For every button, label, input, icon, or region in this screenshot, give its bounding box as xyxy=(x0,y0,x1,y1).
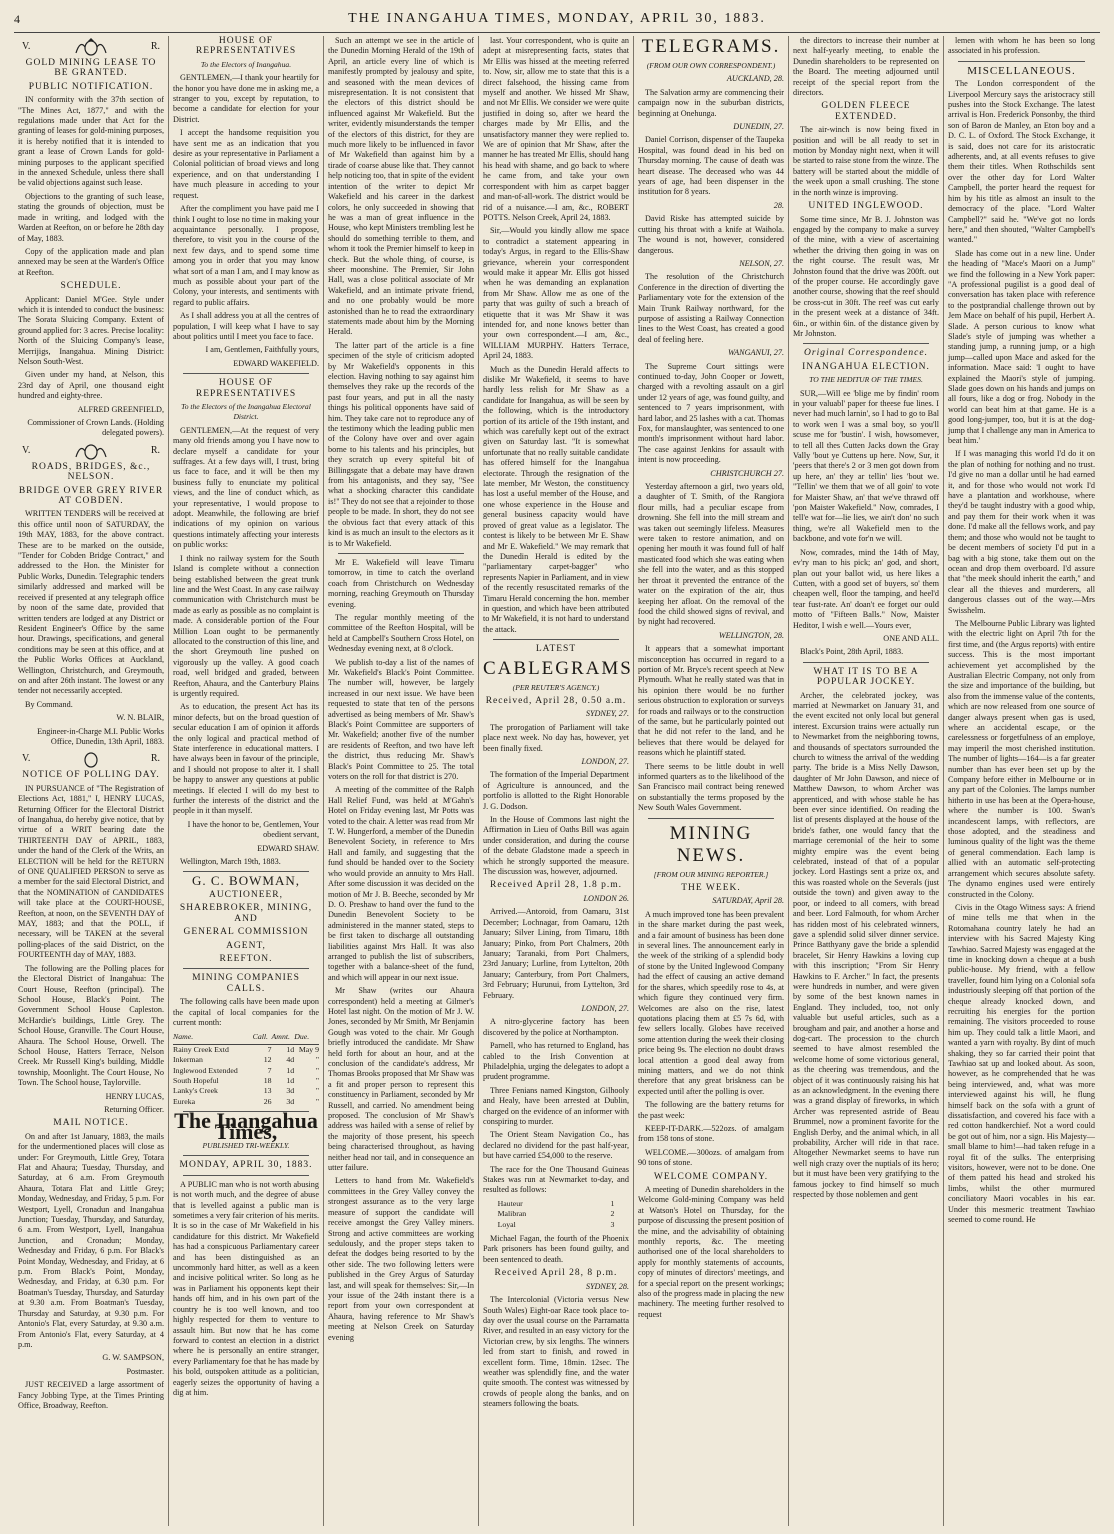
signature: I am, Gentlemen, Faithfully yours, xyxy=(205,345,319,355)
advertiser-line: GENERAL COMMISSION xyxy=(183,927,309,938)
letter-text: After the compliment you have paid me I think I ought to lose no time in making your acquaintance personally. I propose, therefore, to visit you in the course of the next few days, and to spend some time among you in order that you may know what sort of a man I am, and I may know as much as possible about your part of the Colony, your interests, and sentiments with regard to public affairs. xyxy=(173,204,319,307)
dateline: SATURDAY, April 28. xyxy=(712,896,784,906)
article-text: Sir,—Would you kindly allow me space to contradict a statement appearing in today's Argus, in regard to the Ellis-Shaw grievance, wherein your correspondent would make it appear Mr. Ellis got hissed when he was demanding an explanation from Mr Shaw. Allow me as one of the party that was guilty of such a breach of etiquette that it was Mr Shaw it was intended for, and none knows better than your own correspondent.—I am, &c., WILLIAM MURPHY. Hatters Terrace, April 24, 1883. xyxy=(483,226,629,361)
leader-text: A PUBLIC man who is not worth abusing is not worth much, and the degree of abuse that is levelled against a public man is sometimes a very fair criterion of his merits. It is so in the case of Mr Wakefield in his candidature for this district. Mr Wakefield has had a conspicuous Parliamentary career and has been distinguished as an uncommonly hard hitter, as well as a keen and incisive political writer. So long as he was in Parliament his opponents kept their hands off him, and in his own part of the country he is too well known, and too highly respected for them to venture to assault him. But now that he has come forward to contest an election in a district where he is personally an entire stranger, every Parliamentary foe that he has made by his bold, outspoken attitude as a politician, eagerly seizes the opportunity of having a dig at him. xyxy=(173,1179,319,1397)
cable-text: Three Fenians named Kingston, Gilhooly and Healy, have been arrested at Dublin, charged on the evidence of an informer with conspiring to murder. xyxy=(483,1085,629,1126)
table-row: Inkerman 12 4d " xyxy=(173,1055,319,1065)
article-text: lemen with whom he has been so long associated in his profession. xyxy=(948,36,1095,56)
table-row: South Hopeful 18 1d " xyxy=(173,1075,319,1085)
divider xyxy=(803,343,929,344)
divider xyxy=(958,61,1085,62)
column-3 xyxy=(324,36,479,1526)
signature: HENRY LUCAS, xyxy=(105,1091,164,1101)
section-subheading: INANGAHUA ELECTION. xyxy=(802,361,930,372)
signature-title: Postmaster. xyxy=(126,1366,164,1376)
dateline: AUCKLAND, 28. xyxy=(726,74,784,84)
telegram-text: Daniel Corrison, dispenser of the Taupeka Hospital, was found dead in his bed on Thursday morning. The cause of death was heart disease. The deceased who was 44 years of age, had been dispenser in the institution for 8 years. xyxy=(638,135,784,197)
signature-name: EDWARD SHAW. xyxy=(257,843,319,853)
latest-label: LATEST xyxy=(535,644,577,655)
nameplate-subtitle: PUBLISHED TRI-WEEKLY. xyxy=(202,1141,290,1150)
cable-text: Parnell, who has returned to England, has cabled to the Irish Convention at Philadelphia, urging the delegates to adopt a prudent programme. xyxy=(483,1041,629,1082)
divider xyxy=(183,1175,309,1176)
telegram-text: Yesterday afternoon a girl, two years old, a daughter of T. Smith, of the Rangiora flour mills, had a peculiar escape from drowning. She fell into the mill stream and was taken out seemingly lifeless. Measures were taken to restore animation, and on opening her mouth it was found full of half masticated food which she was eating when she fell into the water, and as this stopped her throat it prevented the entrance of the water on the expiration of the air, thus keeping her afloat. On the removal of the food the child showed signs of revival, and by night had recovered. xyxy=(638,482,784,627)
page-masthead xyxy=(14,6,1100,33)
running-title: THE INANGAHUA TIMES, MONDAY, APRIL 30, 1883. xyxy=(348,11,766,26)
calls-intro: The following calls have been made upon the capital of local companies for the current month: xyxy=(173,997,319,1027)
newspaper-nameplate: The Inangahua Times, xyxy=(174,1108,318,1144)
letter-salutation: TO THE HEDITUR OF THE TIMES. xyxy=(809,375,923,385)
royal-arms: V. R. xyxy=(22,442,160,460)
advertisement-text: JUST RECEIVED a large assortment of Fancy Jobbing Type, at the Times Printing Office, Broadway, Reefton. xyxy=(18,1380,164,1410)
arms-letter-left: V. xyxy=(22,40,31,52)
royal-arms xyxy=(22,38,160,56)
section-heading: MINING COMPANIES CALLS. xyxy=(192,973,300,994)
calls-table xyxy=(173,1031,319,1107)
notice-text: Objections to the granting of such lease, stating the grounds of objection, must be made in writing, and lodged with the Warden at Reefton, on or before he 28th day of May, 1883. xyxy=(18,191,164,243)
table-row: Malibran 2 xyxy=(497,1209,615,1219)
column-5 xyxy=(634,36,789,1526)
arms-letter-right: R. xyxy=(150,40,160,52)
section-subheading: WELCOME COMPANY. xyxy=(653,1171,769,1182)
table-row: Eureka 26 3d " xyxy=(173,1096,319,1106)
issue-date: MONDAY, APRIL 30, 1883. xyxy=(179,1160,313,1171)
notice-text: On and after 1st January, 1883, the mails for the undermentioned places will close as under: For Greymouth, Little Grey, Totara Flat and Ahaura; Tuesday, Thursday, and Saturday, at 6 a.m. From Greymouth Ahaura, Totara Flat and Little Grey; Monday, Wednesday, and Friday, 5 p.m. For Westport, Lyell, Cronadun and Inangahua Junction; Tuesday, Thursday, and Saturday, 6 a.m. From Westport, Lyell, Inangahua Junction, and Cronadun; Monday, Wednesday and Friday, 6 p.m. For Black's Point Monday, Wednesday, and Friday, at 6 p.m. From Black's Point, Monday, Wednesday, and Friday, at 6.30 p.m. For Boatman's Tuesday, Thursday, and Saturday at 9.30 a.m. From Boatman's Tuesday, Thursday and Saturday, at 9.30 p.m. For Antonio's Flat, every Saturday, at 9.30 a.m. From Antonio's Flat, every Saturday, at 4 p.m. xyxy=(18,1131,164,1349)
telegrams-source: (FROM OUR OWN CORRESPONDENT.) xyxy=(646,61,776,70)
notice-text: Copy of the application made and plan annexed may be seen at the Warden's Office at Reefton. xyxy=(18,246,164,277)
letter-text: GENTLEMEN,—I thank your heartily for the honor you have done me in asking me, a stranger to you, except by reputation, to become a candidate for election for your District. xyxy=(173,73,319,124)
letter-text: I accept the handsome requisition you have sent me as an indication that you desire as your representative in Parliament a Colonial politician of broad views and long experience, and on that understanding I have much pleasure in acceding to your request. xyxy=(173,128,319,200)
divider xyxy=(183,871,309,872)
notice-text: Given under my hand, at Nelson, this 23rd day of April, one thousand eight hundred and eighty-three. xyxy=(18,370,164,401)
signature: G. W. SAMPSON, xyxy=(102,1353,164,1363)
article-text: Letters to hand from Mr. Wakefield's committees in the Grey Valley convey the strongest assurance as to the very large measure of support the candidate will receive amongst the Grey Valley miners. Strong and active committees are working sedulously, and the proper steps taken to defeat the dodges being resorted to by the other side. The two following letters were published in the Grey Argus of Saturday last, and will speak for themselves: Sir,—In your issue of the 24th instant there is a report from your own correspondent at Ahaura, having reference to Mr Shaw's meeting at Nelson Creek on Saturday evening xyxy=(328,1176,474,1342)
article-text: The Melbourne Public Library was lighted with the electric light on April 7th for the first time, and (the Argus reports) with entire success. This is the most important achievement yet accomplished by the Australian Electric Company, not only from the size and importance of the building, but also from the immense value of the contents, which are now released from one source of danger always present when gas is used, where an accidental escape, or the carelessness or forgetfulness of an employe, may imperil the most cherished institution. The number of lights—164—is a far greater number than has ever been set up by the Company before either in Melbourne or in any part of the Colonies. The lamps number hitherto in use has been at the Opera-house, where the number is 100. Swan's incandescent lamps, with reflectors, are those adopted, and the steadiness and luminous quality of the light was the theme of general commendation. Each lamp is allied with an automatic self-protecting arrangement which secures absolute safety. The dynamo engines used were entirely constructed in the Colony. xyxy=(948,618,1095,899)
notice-heading: GOLD MINING LEASE TO BE GRANTED. xyxy=(25,58,157,79)
notice-heading: ROADS, BRIDGES, &c., NELSON. xyxy=(31,461,151,483)
miscellaneous-heading: MISCELLANEOUS. xyxy=(967,64,1076,77)
advertiser-line: AGENT, xyxy=(226,940,266,951)
article-text: A meeting of the committee of the Ralph Hall Relief Fund, was held at M'Gahn's Hotel on Friday evening last, Mr Potts was voted to the chair. A letter was read from Mr T. W. Hungerford, a member of the Dunedin Benevolent Society, in reference to Mrs Hall and family, and suggesting that the fund should be handed over to the Society who would provide an annuity to Mrs Hall. After some discussion it was decided on the motion of Mr J. B. Beeche, seconded by Mr D. O. Preshaw to hand over the fund to the Dunedin Benevolent Society to be administered in the manner stated, steps to be first taken to discharge all outstanding liabilities against Mrs Hall. It was also arranged to publish the list of subscribers, together with a balance-sheet of the fund, and which will appear in our next issue. xyxy=(328,785,474,982)
column-4 xyxy=(479,36,634,1526)
received-line: Received, April 28, 0.50 a.m. xyxy=(485,695,627,706)
cable-text: The prorogation of Parliament will take place next week. No day has, however, yet been finally fixed. xyxy=(483,722,629,753)
royal-arms: V. R. xyxy=(22,750,160,768)
cable-text: The race for the One Thousand Guineas Stakes was run at Newmarket to-day, and resulted as follows: xyxy=(483,1164,629,1195)
telegram-text: The Salvation army are commencing their campaign now in the suburban districts, beginning at Onehunga. xyxy=(638,87,784,118)
mining-text: The following are the battery returns for the past week: xyxy=(638,1100,784,1120)
section-heading: HOUSE OF REPRESENTATIVES xyxy=(195,36,297,57)
coat-of-arms-icon xyxy=(74,38,108,56)
cable-text: In the House of Commons last night the Affirmation in Lieu of Oaths Bill was again under consideration, and during the course of the debate Gladstone made a speech in which he strongly supported the measure. The discussion was, however, adjourned. xyxy=(483,815,629,877)
advertiser-line: AUCTIONEER, xyxy=(208,889,284,900)
signature-title: Commissioner of Crown Lands. (Holding delegated powers). xyxy=(27,418,164,438)
section-heading: HOUSE OF REPRESENTATIVES xyxy=(195,378,297,399)
article-text: Such an attempt we see in the article of the Dunedin Morning Herald of the 19th of April, an article every line of which is manifestly prompted by jealousy and spite, and seasoned with the mean devices of misrepresentation. It is not consistent that the electors of this district should be influenced against Mr Wakefield. But the writer, evidently misunderstands the temper of the electors of this district, for they are much more likely to be influenced in favor of Mr Wakefield than against him by a tirade of coarse abuse like that. They cannot help noticing too, that in spite of the evident intention of the writer to depict Mr Wakefield and his career in the darkest colors, he only succeeded in showing that he was a man of great influence in the House, who kept Ministers trembling lest he should do something terrible to them, and whom it took the Premier himself to keep in check. But the whole thing, of course, is sheer moonshine. The Premier, Sir John Hall, was a close political associate of Mr Wakefield, and an intimate private friend, and no one probably would be more astonished than he to read the extraordinary statements made about him by the Morning Herald. xyxy=(328,36,474,337)
notice-text: IN PURSUANCE of "The Registration of Elections Act, 1881," I, HENRY LUCAS, Returning Officer for the Electoral District of Inangahua, do hereby give notice, that by virtue of a WRIT bearing date the THIRTEENTH DAY of APRIL, 1883, under the hand of the Clerk of the Writs, an ELECTION will be held for the RETURN of ONE QUALIFIED PERSON to serve as a member for the said Electoral District, and that the NOMINATION of CANDIDATES will take place at the COURT-HOUSE, Reefton, at noon, on the SEVENTH DAY of MAY, 1883; and that the POLL, if necessary, will be TAKEN at the several polling-places of the said District, on the FOURTEENTH day of MAY, 1883. xyxy=(18,783,164,960)
table-row: Rainy Creek Extd 7 1d May 9 xyxy=(173,1044,319,1054)
letter-date: Black's Point, 28th April, 1883. xyxy=(800,647,904,657)
dateline: LONDON 26. xyxy=(583,893,629,903)
notice-text: By Command. xyxy=(25,699,73,709)
coat-of-arms-icon xyxy=(74,442,108,460)
article-text: We publish to-day a list of the names of Mr. Wakefield's Black's Point Committee. The number will, however, be largely increased in our next issue. We have been requested to state that ten of the persons advertised as being members of Mr. Shaw's Black's Point Committee are supporters of Mr. Wakefield; another five of the number are residents of Reefton, and two have left the district, thus reducing Mr. Shaw's Black's Point Committee to 25. The total voters on the roll for that district is 270. xyxy=(328,657,474,782)
cable-text: Michael Fagan, the fourth of the Phoenix Park prisoners has been found guilty, and been sentenced to death. xyxy=(483,1234,629,1264)
article-text: last. Your correspondent, who is quite an adept at misrepresenting facts, states that Mr Ellis was hissed at the meeting referred to. Now, sir, allow me to state that this is a direct falsehood, the hissing came from myself and another. We hissed Mr Shaw, and not Mr Ellis. We consider we were quite justified in doing so, after we heard the charges made by Mr Ellis, and the unsatisfactory manner they were replied to. We are of opinion that Mr Shaw, after the manner he has treated Mr Ellis, should hang his head with shame, and go back to where he came from, and take your own correspondent with him as carpet bagger and man-of-all-work. The district would be rid of a nuisance.—I am, &c., ROBERT POTTS. Nelson Creek, April 24, 1883. xyxy=(483,36,629,222)
article-text: The London correspondent of the Liverpool Mercury says the aristocracy still pushes into the Stock Exchange. The latest arrival is Hon. Frederick Ponsonby, the third son of Baron de Manley, an Eton boy and a D. C. L. of Oxford. The Stock Exchange, it is said, does not care for its aristocratic adherents, and, at all events refuses to give them their titles. When Rothschilds sent over the other day for Lord Walter Campbell, the porter heard the request for him by his title as almost an insult to the democracy of the place. "Lord Walter Campbell?" said he. "We've got no lords here," and then shouted, "Walter Campbell's wanted." xyxy=(948,79,1095,245)
mining-text: A meeting of Dunedin shareholders in the Welcome Gold-mining Company was held at Watson's Hotel on Thursday, for the purpose of discussing the present position of the mine, and the advisability of obtaining monthly reports, &c. The meeting authorised one of the local shareholders to apply for monthly statements of accounts, copy of minutes of directors' meetings, and for a special report on the present workings; also of the progress made in placing the new machinery. The meeting further resolved to request xyxy=(638,1185,784,1319)
mining-text: the directors to increase their number at next half-yearly meeting, to enable the Dunedin shareholders to be represented on the Board. The meeting adjourned until receipt of the special report from the directors. xyxy=(793,36,939,98)
divider xyxy=(338,553,464,554)
article-text: The latter part of the article is a fine specimen of the style of criticism adopted by Mr Wakefield's opponents in this election. Having nothing to say against him themselves they rake up the records of the past four years, and put in all the nasty things his political opponents have said of him. They take care not to reproduce any of the testimony which the leading public men of the Colony have over and over again borne to his talents and his principles, but they scratch up every spiteful bit of Billingsgate that a debate may have drawn from his antagonists, and they say, "See what a shocking character this candidate is!" They do not see that a rejoinder to those people to be made. In short, they do not see the obvious fact that every attack of this kind is as much an insult to the electors as it is to Mr Wakefield. xyxy=(328,340,474,548)
section-subheading: To the Electors of Inangahua. xyxy=(200,59,292,69)
signature-title: Returning Officer. xyxy=(104,1104,164,1114)
section-subheading: To the Electors of the Inangahua Electoral District. xyxy=(181,402,311,422)
table-row: Inglewood Extended 7 1d " xyxy=(173,1065,319,1075)
mining-text: KEEP-IT-DARK.—522ozs. of amalgam from 158 tons of stone. xyxy=(638,1123,784,1144)
cable-text: The formation of the Imperial Department of Agriculture is announced, and the portfolio is allotted to the Right Honorable J. G. Dodson. xyxy=(483,770,629,811)
notice-text: IN conformity with the 37th section of "The Mines Act, 1877," and with the regulations made under that Act for the granting of leases for gold-mining purposes, it is hereby notified that it is intended to grant a lease of Crown Lands for gold-mining purposes to the applicant specified in the annexed Schedule, unless there shall be valid objections against such lease. xyxy=(18,95,164,188)
signature: ONE AND ALL. xyxy=(883,633,939,643)
dateline: DUNEDIN, 27. xyxy=(733,122,784,132)
section-subheading: WHAT IT IS TO BE A POPULAR JOCKEY. xyxy=(813,666,919,688)
mining-text: A much improved tone has been prevalent in the share market during the past week, and a fair amount of business has been done in several lines. The announcement early in the week of the striking of a splendid body of stone by the United Inglewood Company had the effect of causing an active demand for the shares, which speedily rose to 4s, at which figure they continued very firm. Welcomes are also on the rise, latest quotations placing them at £5 7s 6d, with few sellers locally. Globes have received some attention during the week their closing price being 9s. The election no doubt draws local attention a good deal away from mining matters, and we do not think therefore that any great briskness can be expected until after the polling is over. xyxy=(638,909,784,1096)
dateline: NELSON, 27. xyxy=(739,258,784,268)
received-line: Received April 28, 8 p.m. xyxy=(494,1268,618,1279)
article-text: Mr Shaw (writes our Ahaura correspondent) held a meeting at Gilmer's Hotel last night. On the motion of Mr J. W. Jones, seconded by Mr Smith, Mr Benjamin Gough was voted to the chair. Mr Gough briefly introduced the candidate. Mr Shaw held forth for about an hour, and at the conclusion of the candidate's address, Mr Thomas Brooks proposed that Mr Shaw was a fit and proper person to represent this constituency in Parliament, seconded by Mr Russell, and carried. No amendment being proposed. The conclusion of Mr Shaw's address was hailed with a sense of relief by the majority of those present, his speech being characterised throughout, as having neither head nor tail, and in consequence an utter failure. xyxy=(328,986,474,1173)
advertiser-line: SHAREBROKER, MINING, AND xyxy=(179,903,313,924)
signature: ALFRED GREENFIELD, xyxy=(77,404,164,414)
coat-of-arms-icon xyxy=(74,750,108,768)
mining-text: WELCOME.—300ozs. of amalgam from 90 tons of stone. xyxy=(638,1147,784,1168)
section-subheading: THE WEEK. xyxy=(681,883,741,894)
table-header: Due. xyxy=(294,1031,319,1044)
dateline: WELLINGTON, 28. xyxy=(718,630,784,640)
cable-text: The Orient Steam Navigation Co., has declared no dividend for the past half-year, but have carried £54,000 to the reserve. xyxy=(483,1130,629,1161)
correspondence-heading: Original Correspondence. xyxy=(804,348,928,359)
mining-text: The air-winch is now being fixed in position and will be all ready to set in motion by Monday night next, when it will be started to raise stone from the winze. The battery will be started about the middle of the week upon a small crushing. The stone in the north winze is improving. xyxy=(793,125,939,197)
divider xyxy=(183,968,309,969)
divider xyxy=(183,373,309,374)
received-line: Received April 28, 1.8 p.m. xyxy=(489,880,622,891)
signature-name: EDWARD WAKEFIELD. xyxy=(233,358,319,368)
cablegrams-heading: CABLEGRAMS xyxy=(483,657,633,679)
page-number: 4 xyxy=(14,11,20,26)
notice-heading: NOTICE OF POLLING DAY. xyxy=(22,770,160,781)
notice-heading: MAIL NOTICE. xyxy=(53,1118,129,1129)
letter-text: As I shall address you at all the centres of population, I will keep what I have to say about politics until I meet you face to face. xyxy=(173,311,319,341)
cable-text: A nitro-glycerine factory has been discovered by the police at Northampton. xyxy=(483,1017,629,1037)
race-results xyxy=(498,1199,615,1230)
table-row: Hauteur 1 xyxy=(497,1198,615,1208)
notice-subheading: PUBLIC NOTIFICATION. xyxy=(28,81,154,92)
cable-text: Arrived.—Antoroid, from Oamaru, 31st December; Lochnagar, from Oamaru, 12th January; Silver Lining, from Timaru, 18th January; Pinko, from Port Chalmers, 20th January; Taranaki, from Port Chalmers, 23rd January; Lurline, from Lyttelton, 20th January; Canterbury, from Port Chalmers, 3rd February; Hurunui, from Lyttelton, 3rd February. xyxy=(483,907,629,1000)
letter-text: Now, comrades, mind the 14th of May, ev'ry man to his pick; an' god, and short, plan out your ballot wid, us here likes a Cutten, with a good set of buyers, so' them cheapen well, floor the tamping, and heel'd tear fust-rate. An' doan't ee forget our ould motto of "Fifteen Balls." Now, Maister Heditor, I wish e well.—Yours ever, xyxy=(793,547,939,630)
advertiser-name: G. C. BOWMAN, xyxy=(192,873,300,889)
notice-text: The following are the Polling places for the Electoral District of Inangahua: The Court House, Reefton (principal). The School House, Black's Point. The Government School House Capleston. McHardie's buildings, Little Grey. The School House, Granville. The Court House, Ahaura. The School House, Orwell. The School House, Hatters Terrace, Nelson Creek. Mr Russell King's building, Middle township, Moonlight. The Court House, No Town. The School house, Taylorville. xyxy=(18,963,164,1088)
telegram-text: It appears that a somewhat important misconception has occurred in regard to a portion of Mr. Bryce's recent speech at New Plymouth. What he really stated was that in his opinion there would be no further serious obstruction to exploration or surveys for roads and railways or to the construction of the same, but he particularly pointed out that he did not refer to the land, and he believes that there would be delayed for reasons which he plaintiff stated. xyxy=(638,644,784,758)
article-text: The regular monthly meeting of the committee of the Reefton Hospital, will be held at Campbell's Southern Cross Hotel, on Wednesday evening next, at 8 o'clock. xyxy=(328,612,474,654)
notice-text: WRITTEN TENDERS will be received at this office until noon of SATURDAY, the 19th MAY, 1883, for the above contract. These are to be marked on the outside, "Tender for Cobden Bridge Contract," and addressed to the Hon. the Minister for Public Works, Dunedin. Telegraphic tenders similarly addressed and marked will be received if presented at any telegraph office by noon of the same date, provided that written tenders are lodged at any District or Resident Engineer's Office by the same hour. Drawings, specifications, and general conditions may be seen at this office, and at the Public Works Offices at Auckland, Wellington, Christchurch, and Greymouth, on and after 26th instant. The lowest or any tender not necessarily accepted. xyxy=(18,509,164,696)
letter-text: I think no railway system for the South Island is complete without a connection being established between the great trunk line and the West Coast. In any case railway communication with Christchurch must be made as early as possible as no complaint is made. A considerable portion of the Four Million Loan ought to be permanently allocated to the construction of this line, and the short Greymouth line pushed on vigorously up the valley. A good coach road, well bridged and graded, between Reefton, Ahaura, and the Canterbury Plains is urgently required. xyxy=(173,553,319,698)
section-subheading: UNITED INGLEWOOD. xyxy=(808,201,924,212)
article-text: Civis in the Otago Witness says: A friend of mine tells me that when in the Rotomahana country lately he had an interview with his Sacred Majesty King Tawhiao. Sacred Majesty was engaged at the time in knocking down a cheque at a bush public-house. My friend, with a fellow traveller, found him lying on a Colonial sofa industriously sleeping off that portion of the cheque already knocked down, and recruiting his energies for the portion remaining. The visitors proceeded to rouse him up. They could talk a little Maori, and wanted a yarn with royalty. By dint of much shaking, they so far carried their point that Tawhiao sat up and looked about. As soon, however, as he comprehended that he was being interviewed, and, what was more interviewed against his will, he flung himself back on the sofa with a grunt of dissatisfaction, and covered his face with a red cotton handkerchief. Not a word could be got out of him, nor a sign. His Majesty—small blame to him!—had taken refuge in a royal fit of the sulks. The enterprising visitors, however, were not to be done. One of them patted his head and stroked his limbs, whilst the other murmured conciliatory Maori vocables in his ear. Under this mesmeric treatment Tawhiao seemed to come round. He xyxy=(948,902,1095,1225)
letter-text: As to education, the present Act has its minor defects, but on the broad question of secular education I am of opinion it affords the only logical and practical method of State interference in educational matters. I have always been in favour of the principle, and I should not propose to alter it. I shall be happy to answer any questions at public meetings. If elected I will do my best to further the interests of the district and the people in it than myself. xyxy=(173,702,319,816)
article-text: Much as the Dunedin Herald affects to dislike Mr Wakefield, it seems to have hardly less relish for Mr Shaw as a candidate for Inangahua, as will be seen by the following, which is the introductory portion of its article of the 19th instant, and which was carefully kept out of the extract given on Saturday last. "It is somewhat unfortunate that no really suitable candidate has offered himself for the Inangahua electorate. Through the resignation of the late member, Mr Weston, the constituency has lost a useful member of the House, and one whose experience in the House and general business capacity would have proved of great value as a legislator. The contest is likely to be between Mr E. Shaw and Mr E. Wakefield." We may remark that the Dunedin Herald is edited by the "parliamentary carpet-bagger" who represents Napier in Parliament, and in view of the recently resuscitated remarks of the Timaru Herald concerning the hon. member in question, and which have been attributed to Mr Wakefield, it is not hard to understand the attack. xyxy=(483,364,629,634)
section-subheading: GOLDEN FLEECE EXTENDED. xyxy=(821,101,911,122)
divider xyxy=(493,639,619,640)
signature: W. N. BLAIR, xyxy=(116,713,164,723)
dateline: LONDON, 27. xyxy=(581,757,629,766)
table-header: Name. xyxy=(173,1031,253,1044)
article-text: Slade has come out in a new line. Under the heading of "Mace's Maori on a Jump" we find the following in a New York paper: "A professional pugilist is a good deal of conversation has taken place with reference to the postprandial challenge thrown out by Jem Mace on behalf of his pupil, Herbert A. Slade. A person curious to know what Slade's style of jumping was whether a standing jump, a running jump, or a high jump—called upon Mace and asked for the information. Mace said: 'I ought to have explained the Maori's style of jumping. Slade goes down on his hands and jumps on all fours, like a dog or frog. Nobody in the world can beat him at that game. He is a good long-jumper, too, but it is at the dog-jump that I challenge any man in America to beat him.' xyxy=(948,248,1095,446)
notice-subheading: BRIDGE OVER GREY RIVER AT COBDEN. xyxy=(18,485,164,507)
mining-news-source: [FROM OUR MINING REPORTER.] xyxy=(653,869,769,879)
article-text: Mr E. Wakefield will leave Timaru tomorrow, in time to catch the overland coach from Christchurch on Wednesday morning, reaching Greymouth on Thursday evening. xyxy=(328,557,474,609)
column-6 xyxy=(789,36,944,1526)
dateline: 28. xyxy=(773,200,784,210)
telegram-text: The Supreme Court sittings were continued to-day, John Cooper or Jowett, charged with a revolting assault on a girl under 12 years of age, was found guilty, and sentenced to 7 years imprisonment, with hard labor, and 25 lashes with a cat. Thomas Fox, for manslaughter, was sentenced to one month's imprisonment without hard labor. The case against Jenkins for assault with intent is now proceeding. xyxy=(638,361,784,465)
cable-text: The Intercolonial (Victoria versus New South Wales) Eight-oar Race took place to-day over the usual course on the Parramatta River, and resulted in an easy victory for the Victorian crew, by six lengths. The winners led from start to finish, and rowed in excellent form. Time, 18min. 12sec. The weather was splendidly fine, and the water quite smooth. The contest was witnessed by crowds of people along the banks, and on steamers following the boats. xyxy=(483,1295,629,1409)
telegrams-heading: TELEGRAMS. xyxy=(641,36,781,57)
table-header: Call. xyxy=(253,1031,272,1044)
signature-title: Engineer-in-Charge M.I. Public Works Office, Dunedin, 13th April, 1883. xyxy=(37,726,164,746)
signature: I have the honor to be, Gentlemen, Your obedient servant, xyxy=(187,819,319,840)
column-1 xyxy=(14,36,169,1526)
mining-news-heading: MINING NEWS. xyxy=(669,822,753,866)
cablegrams-source: (PER REUTER'S AGENCY.) xyxy=(512,682,600,692)
letter-text: GENTLEMEN,—At the request of very many old friends among you I have now to declare myself a candidate for your suffrages. At a few days will, I trust, bring us face to face, and it will be then my business fully to enunciate my political views, and the line of conduct which, as your representative, I would propose to adopt. Meanwhile, the following are brief indications of my opinion on various questions intimately affecting your interests on public works: xyxy=(173,425,319,550)
table-header: Amnt. xyxy=(272,1031,295,1044)
dateline: CHRISTCHURCH 27. xyxy=(710,468,784,478)
dateline: WANGANUI, 27. xyxy=(727,348,784,358)
divider xyxy=(648,818,774,819)
dateline: LONDON, 27. xyxy=(581,1003,629,1013)
advertiser-line: REEFTON. xyxy=(219,953,273,964)
dateline: SYDNEY, 28. xyxy=(585,1281,629,1291)
schedule-text: Applicant: Daniel M'Gee. Style under which it is intended to conduct the business: The Sorata Sluicing Company. Extent of ground applied for: 3 acres. Precise locality: North of the Sluicing Company's lease, Merrijigs, Inangahua. Mining District: Nelson South-West. xyxy=(18,294,164,366)
column-7 xyxy=(944,36,1099,1526)
divider xyxy=(183,1155,309,1156)
columns xyxy=(14,36,1100,1526)
divider xyxy=(803,662,929,663)
schedule-heading: SCHEDULE. xyxy=(60,281,122,292)
dateline: SYDNEY, 27. xyxy=(585,709,629,719)
table-row: Loyal 3 xyxy=(497,1219,615,1229)
table-row: Lanky's Creek 13 3d " xyxy=(173,1086,319,1096)
telegram-text: There seems to be little doubt in well informed quarters as to the likelihood of the San Francisco mail contract being renewed on substantially the terms proposed by the New South Wales Government. xyxy=(638,761,784,813)
telegram-text: David Riske has attempted suicide by cutting his throat with a knife at Waihola. The wound is not, however, considered dangerous. xyxy=(638,214,784,255)
column-2 xyxy=(169,36,324,1526)
article-text: Archer, the celebrated jockey, was married at Newmarket on January 31, and the event excited not only local but general interest. Excursion trains were actually run to Newmarket from the neighboring towns, and thousands of spectators surrounded the church to witness the arrival of the wedding party. The bride is a Miss Nelly Dawson, daughter of Mr John Dawson, and niece of Matthew Dawson, to whom Archer was apprenticed, and with whose stable he has been ever since identified. On reading the list of presents displayed at the house of the bride's father, one would fancy that the marriage ceremonial of the heir to some mighty empire was the event being celebrated, instead of that of a popular jockey. Lord Hastings sent a prize ox, and this was roasted whole on the Severals (just outside the town) and given away to the poor, or indeed to all comers, with bread and beer. Lord Falmouth, for whom Archer has ridden most of his celebrated winners, gave a splendid solid silver dinner service. Prince Batthyany gave the bride a splendid bracelet, Sir Henry Hawkins a loving cup with this inscription; "From Sir Henry Hawkins to F. Archer." In fact, the presents were hundreds in number, and were given by some of the best known names in England. They included, too, not only valuable but useful articles, such as a brougham and pair, and another a horse and dog-cart. The procession to the church seemed to have almost resembled the welcome home of some victorious general, as the cheering was tremendous, and the object of it was continuously raising his hat as an acknowledgment. In the evening there was a grand display of fireworks, in which Archer was represented astride of Beau Brummel, now a prominent favorite for the English Derby, and the animal which, in all probability, Archer will ride in that race. Altogether Newmarket seems to have run well nigh crazy over the nuptials of its hero; but it must have been very gratifying to the famous jockey to find himself so much respected by those noblemen and gent xyxy=(793,690,939,1200)
letter-date: Wellington, March 19th, 1883. xyxy=(180,857,281,867)
letter-text: SUR,—Will ee 'blige me by findin' room in your valuabl' paper for theese fue lines. I never had much larnin', so I had to go to Bal to work wen I was a smal boy, so you'll scuse me for 'bustin'. I wish, howsomever, to tell all thes Cutten Jacks down the Gray Vally 'bout ye Cuttens up here. Now, Sur, it 'peers that there's 2 or 3 men got down from up here, an' they ar tellin' lies 'bout we. "Tellin' we them that we of all goin' to vote for Maister Shaw, an' that we've thrawd off 'pon Maister Wakefield." Now, comrades, I tell'e wat for—lie lies, we ain't don' no such thing, we're all Wakefield men to the backbone, and vote for'n we will. xyxy=(793,388,939,544)
telegram-text: The resolution of the Christchurch Conference in the direction of diverting the Parliamentary vote for the extension of the Main Trunk Railway northward, for the purpose of assisting a Railway Connection lines to the West Coast, has created a good deal of feeling here. xyxy=(638,272,784,344)
mining-text: Some time since, Mr B. J. Johnston was engaged by the company to make a survey of the mine, with a view of ascertaining whether the driving then going in was on the right course. The result was, Mr Johnston found that the drive was 200ft. out of the proper course. He accordingly gave another course, showing that the reef should be cross-cut in 30ft. The reef was cut early in the present week at a distance of 34ft. 6in., or within 6in. of the distance given by Mr Johnston. xyxy=(793,214,939,338)
article-text: If I was managing this world I'd do it on the plan of nothing for nothing and no trust. I'd give no man a dollar until he had earned it, and for those who would not work I'd have a plantation and workhouse, where they'd be taught industry with a good whip, and pay them for their work when it was done. I'd make all the fellows work, and pay them; and those who would not be taught to be decent members of society I'd put in a bag with a big stone, take them out on the ocean and drop them overboard. I'd assure that "the meek should inherit the earth," and clear all the thieves and murderers, all dangerous classes out of the way.—Mrs Swisshelm. xyxy=(948,449,1095,615)
